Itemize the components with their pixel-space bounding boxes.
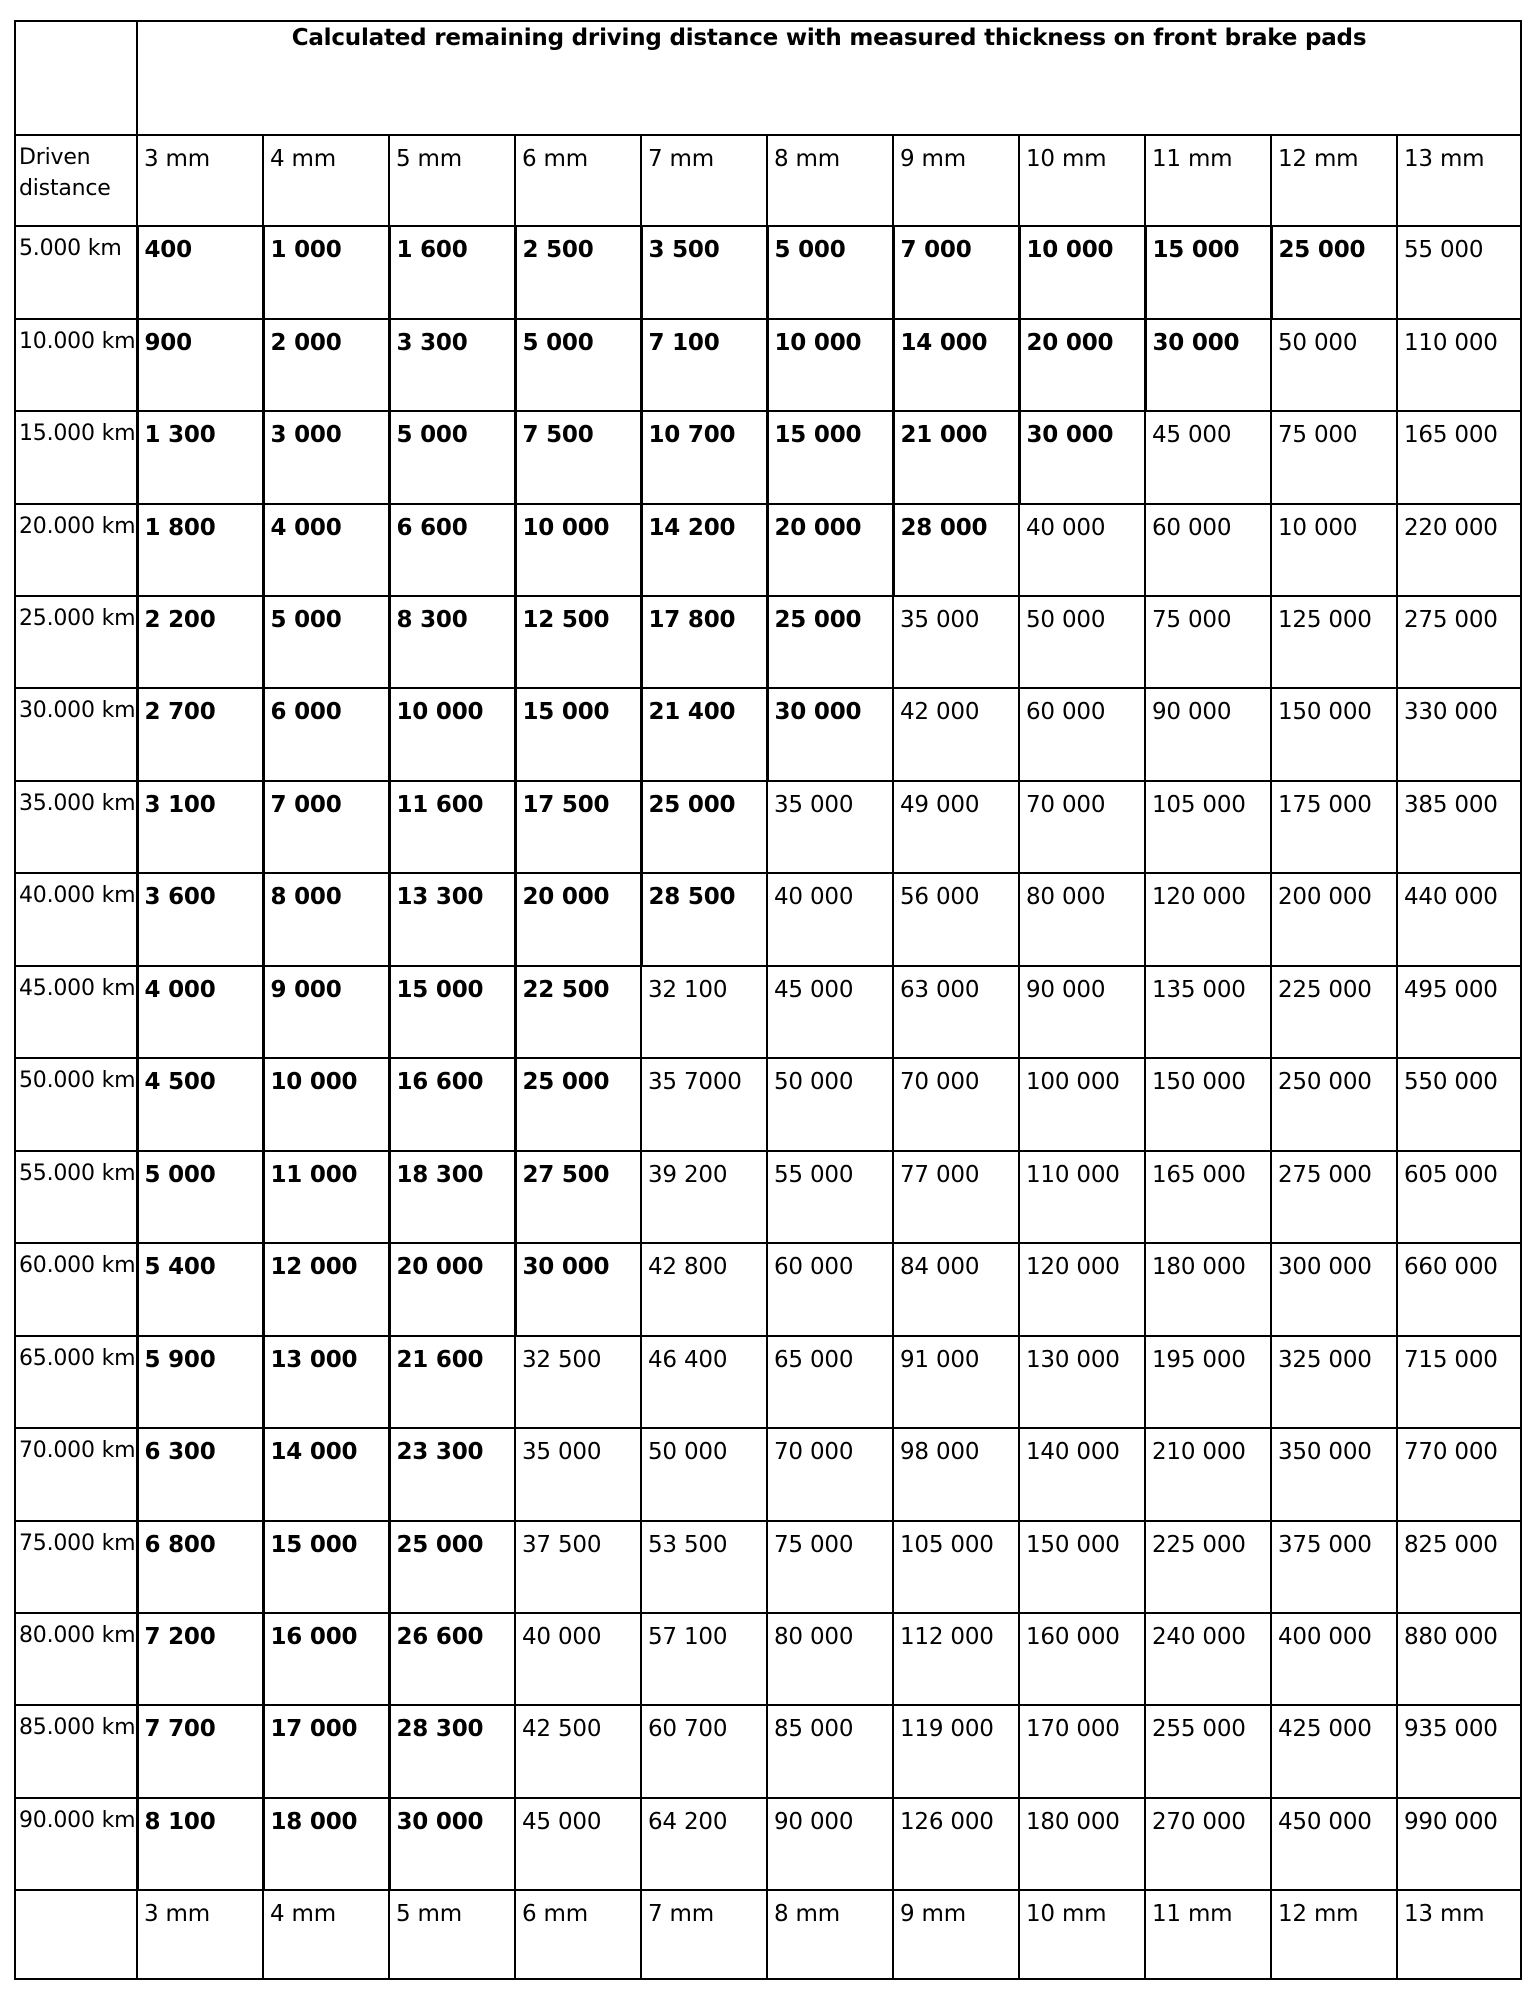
table-cell: 4 000 [263,504,389,596]
table-cell: 126 000 [893,1798,1019,1890]
table-cell: 400 000 [1271,1613,1397,1705]
table-cell: 900 [137,319,263,411]
table-cell: 135 000 [1145,966,1271,1058]
table-cell: 23 300 [389,1428,515,1520]
table-cell: 28 500 [641,873,767,965]
table-cell: 50 000 [767,1058,893,1150]
table-cell: 140 000 [1019,1428,1145,1520]
table-row [15,688,1521,780]
table-cell: 5 000 [767,226,893,318]
table-cell: 60 000 [1145,504,1271,596]
table-cell: 300 000 [1271,1243,1397,1335]
table-cell: 10 000 [1019,226,1145,318]
table-cell: 90 000 [1145,688,1271,780]
driven-distance-cell: 30.000 km [15,688,137,780]
brake-pad-distance-table [14,20,1522,1980]
table-cell: 10 000 [515,504,641,596]
table-cell: 250 000 [1271,1058,1397,1150]
table-cell: 105 000 [1145,781,1271,873]
table-row [15,319,1521,411]
table-cell: 21 600 [389,1336,515,1428]
driven-distance-cell: 10.000 km [15,319,137,411]
table-row [15,781,1521,873]
table-cell: 15 000 [1145,226,1271,318]
table-cell: 7 700 [137,1705,263,1797]
table-cell: 15 000 [263,1521,389,1613]
table-cell: 14 000 [263,1428,389,1520]
table-cell: 20 000 [767,504,893,596]
driven-distance-cell: 15.000 km [15,411,137,503]
table-cell: 37 500 [515,1521,641,1613]
table-cell: 160 000 [1019,1613,1145,1705]
header-row [15,135,1521,226]
table-cell: 170 000 [1019,1705,1145,1797]
table-cell: 5 000 [515,319,641,411]
table-cell: 75 000 [1145,596,1271,688]
table-cell: 8 100 [137,1798,263,1890]
footer-column-label: 11 mm [1145,1890,1271,1979]
table-cell: 63 000 [893,966,1019,1058]
table-cell: 450 000 [1271,1798,1397,1890]
table-cell: 75 000 [1271,411,1397,503]
driven-distance-cell: 20.000 km [15,504,137,596]
table-cell: 275 000 [1397,596,1521,688]
table-cell: 165 000 [1397,411,1521,503]
column-header: 13 mm [1397,135,1521,226]
driven-distance-cell: 40.000 km [15,873,137,965]
table-row [15,1798,1521,1890]
table-cell: 110 000 [1019,1151,1145,1243]
table-row [15,1151,1521,1243]
table-row [15,596,1521,688]
table-cell: 3 000 [263,411,389,503]
table-cell: 240 000 [1145,1613,1271,1705]
table-cell: 35 000 [515,1428,641,1520]
table-cell: 150 000 [1019,1521,1145,1613]
table-cell: 6 300 [137,1428,263,1520]
table-cell: 40 000 [767,873,893,965]
corner-cell [15,21,137,135]
column-header: 7 mm [641,135,767,226]
table-cell: 5 900 [137,1336,263,1428]
table-row [15,1243,1521,1335]
table-cell: 7 000 [893,226,1019,318]
table-cell: 180 000 [1019,1798,1145,1890]
table-cell: 28 000 [893,504,1019,596]
table-cell: 90 000 [767,1798,893,1890]
table-cell: 17 500 [515,781,641,873]
table-cell: 56 000 [893,873,1019,965]
table-cell: 50 000 [1271,319,1397,411]
table-cell: 3 600 [137,873,263,965]
table-cell: 220 000 [1397,504,1521,596]
table-cell: 125 000 [1271,596,1397,688]
table-cell: 35 7000 [641,1058,767,1150]
table-cell: 225 000 [1145,1521,1271,1613]
table-cell: 3 300 [389,319,515,411]
table-cell: 85 000 [767,1705,893,1797]
column-header: 9 mm [893,135,1019,226]
column-header: 11 mm [1145,135,1271,226]
driven-distance-cell: 75.000 km [15,1521,137,1613]
table-cell: 2 700 [137,688,263,780]
table-cell: 55 000 [1397,226,1521,318]
table-cell: 26 600 [389,1613,515,1705]
table-cell: 350 000 [1271,1428,1397,1520]
table-cell: 12 500 [515,596,641,688]
table-cell: 9 000 [263,966,389,1058]
table-cell: 80 000 [767,1613,893,1705]
table-cell: 7 100 [641,319,767,411]
driven-distance-cell: 5.000 km [15,226,137,318]
table-cell: 119 000 [893,1705,1019,1797]
driven-distance-cell: 70.000 km [15,1428,137,1520]
table-cell: 110 000 [1397,319,1521,411]
table-cell: 120 000 [1145,873,1271,965]
table-cell: 15 000 [767,411,893,503]
table-cell: 10 700 [641,411,767,503]
table-cell: 550 000 [1397,1058,1521,1150]
table-cell: 15 000 [515,688,641,780]
table-cell: 7 200 [137,1613,263,1705]
table-row [15,411,1521,503]
driven-distance-header: Driven distance [15,135,137,226]
table-cell: 70 000 [893,1058,1019,1150]
footer-column-label: 9 mm [893,1890,1019,1979]
table-cell: 46 400 [641,1336,767,1428]
driven-distance-cell: 60.000 km [15,1243,137,1335]
table-cell: 64 200 [641,1798,767,1890]
driven-distance-cell: 50.000 km [15,1058,137,1150]
title-row [15,21,1521,135]
table-cell: 880 000 [1397,1613,1521,1705]
table-cell: 84 000 [893,1243,1019,1335]
table-cell: 30 000 [767,688,893,780]
table-title: Calculated remaining driving distance with measured thickness on front brake pads [137,21,1521,135]
table-cell: 770 000 [1397,1428,1521,1520]
table-cell: 5 000 [389,411,515,503]
table-cell: 8 300 [389,596,515,688]
table-cell: 50 000 [1019,596,1145,688]
table-cell: 25 000 [1271,226,1397,318]
table-cell: 90 000 [1019,966,1145,1058]
table-cell: 3 100 [137,781,263,873]
table-cell: 150 000 [1145,1058,1271,1150]
footer-column-label: 13 mm [1397,1890,1521,1979]
table-row [15,1336,1521,1428]
table-cell: 25 000 [389,1521,515,1613]
table-cell: 275 000 [1271,1151,1397,1243]
table-cell: 130 000 [1019,1336,1145,1428]
driven-distance-cell: 45.000 km [15,966,137,1058]
table-row [15,1705,1521,1797]
table-cell: 60 000 [1019,688,1145,780]
table-cell: 1 300 [137,411,263,503]
table-row [15,873,1521,965]
table-cell: 5 000 [137,1151,263,1243]
footer-column-label: 4 mm [263,1890,389,1979]
column-header: 10 mm [1019,135,1145,226]
table-cell: 10 000 [389,688,515,780]
table-cell: 53 500 [641,1521,767,1613]
table-cell: 7 000 [263,781,389,873]
table-cell: 70 000 [1019,781,1145,873]
driven-distance-cell: 90.000 km [15,1798,137,1890]
table-cell: 425 000 [1271,1705,1397,1797]
table-cell: 42 800 [641,1243,767,1335]
table-cell: 20 000 [515,873,641,965]
table-cell: 330 000 [1397,688,1521,780]
column-header: 3 mm [137,135,263,226]
table-cell: 80 000 [1019,873,1145,965]
footer-column-label: 6 mm [515,1890,641,1979]
table-cell: 375 000 [1271,1521,1397,1613]
table-cell: 10 000 [767,319,893,411]
table-row [15,504,1521,596]
table-cell: 112 000 [893,1613,1019,1705]
table-cell: 39 200 [641,1151,767,1243]
table-cell: 27 500 [515,1151,641,1243]
table-cell: 14 200 [641,504,767,596]
table-cell: 42 000 [893,688,1019,780]
table-cell: 20 000 [1019,319,1145,411]
table-cell: 28 300 [389,1705,515,1797]
footer-column-label: 3 mm [137,1890,263,1979]
table-cell: 22 500 [515,966,641,1058]
table-cell: 105 000 [893,1521,1019,1613]
table-cell: 13 000 [263,1336,389,1428]
table-cell: 270 000 [1145,1798,1271,1890]
table-cell: 57 100 [641,1613,767,1705]
table-cell: 10 000 [1271,504,1397,596]
table-cell: 50 000 [641,1428,767,1520]
table-row [15,1058,1521,1150]
table-cell: 40 000 [515,1613,641,1705]
table-row [15,226,1521,318]
table-cell: 6 800 [137,1521,263,1613]
table-cell: 10 000 [263,1058,389,1150]
table-cell: 2 200 [137,596,263,688]
table-cell: 32 500 [515,1336,641,1428]
table-cell: 225 000 [1271,966,1397,1058]
table-cell: 120 000 [1019,1243,1145,1335]
footer-column-label: 12 mm [1271,1890,1397,1979]
driven-distance-cell: 25.000 km [15,596,137,688]
column-header: 8 mm [767,135,893,226]
table-cell: 440 000 [1397,873,1521,965]
table-cell: 15 000 [389,966,515,1058]
table-cell: 18 000 [263,1798,389,1890]
table-cell: 1 600 [389,226,515,318]
table-cell: 495 000 [1397,966,1521,1058]
table-row [15,1613,1521,1705]
table-cell: 200 000 [1271,873,1397,965]
table-cell: 715 000 [1397,1336,1521,1428]
footer-column-label: 8 mm [767,1890,893,1979]
column-header: 12 mm [1271,135,1397,226]
table-cell: 18 300 [389,1151,515,1243]
table-cell: 3 500 [641,226,767,318]
table-cell: 6 000 [263,688,389,780]
table-cell: 49 000 [893,781,1019,873]
table-cell: 660 000 [1397,1243,1521,1335]
table-cell: 60 700 [641,1705,767,1797]
table-cell: 210 000 [1145,1428,1271,1520]
table-cell: 325 000 [1271,1336,1397,1428]
table-cell: 25 000 [767,596,893,688]
table-cell: 14 000 [893,319,1019,411]
table-cell: 400 [137,226,263,318]
table-cell: 40 000 [1019,504,1145,596]
table-cell: 35 000 [767,781,893,873]
driven-distance-cell: 80.000 km [15,1613,137,1705]
table-row [15,1521,1521,1613]
table-cell: 605 000 [1397,1151,1521,1243]
table-cell: 91 000 [893,1336,1019,1428]
table-cell: 75 000 [767,1521,893,1613]
table-cell: 175 000 [1271,781,1397,873]
table-cell: 5 000 [263,596,389,688]
table-cell: 13 300 [389,873,515,965]
table-cell: 30 000 [515,1243,641,1335]
driven-distance-cell: 65.000 km [15,1336,137,1428]
table-cell: 20 000 [389,1243,515,1335]
table-cell: 1 800 [137,504,263,596]
table-cell: 25 000 [515,1058,641,1150]
table-cell: 60 000 [767,1243,893,1335]
table-cell: 55 000 [767,1151,893,1243]
footer-column-label: 5 mm [389,1890,515,1979]
table-cell: 16 000 [263,1613,389,1705]
table-cell: 17 800 [641,596,767,688]
table-cell: 30 000 [1019,411,1145,503]
footer-row [15,1890,1521,1979]
table-cell: 180 000 [1145,1243,1271,1335]
table-cell: 42 500 [515,1705,641,1797]
driven-distance-cell: 55.000 km [15,1151,137,1243]
table-cell: 45 000 [767,966,893,1058]
table-cell: 98 000 [893,1428,1019,1520]
table-cell: 4 000 [137,966,263,1058]
driven-distance-cell: 85.000 km [15,1705,137,1797]
table-cell: 7 500 [515,411,641,503]
table-cell: 8 000 [263,873,389,965]
table-cell: 30 000 [1145,319,1271,411]
table-row [15,1428,1521,1520]
table-cell: 100 000 [1019,1058,1145,1150]
column-header: 6 mm [515,135,641,226]
table-cell: 385 000 [1397,781,1521,873]
table-cell: 45 000 [515,1798,641,1890]
table-cell: 32 100 [641,966,767,1058]
table-row [15,966,1521,1058]
table-cell: 5 400 [137,1243,263,1335]
table-cell: 77 000 [893,1151,1019,1243]
table-cell: 165 000 [1145,1151,1271,1243]
table-cell: 35 000 [893,596,1019,688]
column-header: 5 mm [389,135,515,226]
table-cell: 825 000 [1397,1521,1521,1613]
table-body [15,21,1521,1979]
table-cell: 6 600 [389,504,515,596]
driven-distance-cell: 35.000 km [15,781,137,873]
table-cell: 4 500 [137,1058,263,1150]
footer-corner-cell [15,1890,137,1979]
footer-column-label: 7 mm [641,1890,767,1979]
table-cell: 2 500 [515,226,641,318]
footer-column-label: 10 mm [1019,1890,1145,1979]
table-cell: 21 000 [893,411,1019,503]
table-cell: 16 600 [389,1058,515,1150]
table-cell: 2 000 [263,319,389,411]
column-header: 4 mm [263,135,389,226]
table-cell: 12 000 [263,1243,389,1335]
table-cell: 1 000 [263,226,389,318]
table-cell: 21 400 [641,688,767,780]
table-cell: 70 000 [767,1428,893,1520]
table-cell: 17 000 [263,1705,389,1797]
table-cell: 11 600 [389,781,515,873]
table-cell: 990 000 [1397,1798,1521,1890]
table-cell: 45 000 [1145,411,1271,503]
table-cell: 11 000 [263,1151,389,1243]
table-cell: 195 000 [1145,1336,1271,1428]
table-cell: 65 000 [767,1336,893,1428]
table-cell: 255 000 [1145,1705,1271,1797]
table-cell: 25 000 [641,781,767,873]
table-cell: 150 000 [1271,688,1397,780]
table-cell: 30 000 [389,1798,515,1890]
table-cell: 935 000 [1397,1705,1521,1797]
